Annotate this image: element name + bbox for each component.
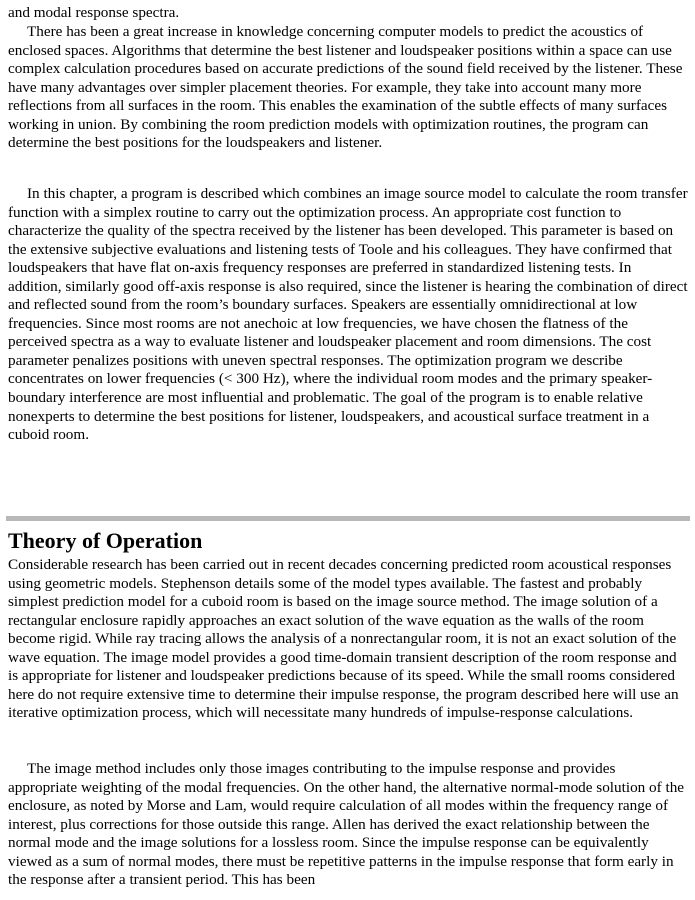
section-paragraph-2: The image method includes only those images contributing to the impulse response and provides appropriate weighting of the modal frequencies. On the other hand, the alternative normal-mode solution of the enclosure, as noted by Morse and Lam, would require calculation of all modes within the frequency range of interest, plus corrections for those outside this range. Allen has derived the exact relationship between the normal mode and the image solutions for a lossless room. Since the impulse response can be equivalently viewed as a sum of normal modes, there must be repetitive patterns in the impulse response that form early in the response after a transient period. This has been: [8, 760, 685, 889]
section-paragraph-1: Considerable research has been carried out in recent decades concerning predicted room acoustical responses using geometric models. Stephenson details some of the model types available. The fastest and probably simplest prediction model for a cuboid room is based on the image source method. The image solution of a rectangular enclosure rapidly approaches an exact solution of the wave equation as the walls of the room become rigid. While ray tracing allows the analysis of a nonrectangular room, it is not an exact solution of the wave equation. The image model provides a good time-domain transient description of the room response and is appropriate for listener and loudspeaker predictions because of its speed. While the small rooms considered here do not require extensive time to determine their impulse response, the program described here will use an iterative optimization process, which will necessitate many hundreds of impulse-response calculations.: [8, 556, 679, 722]
intro-paragraph-1: There has been a great increase in knowledge concerning computer models to predict the acoustics of enclosed spaces. Algorithms that determine the best listener and loudspeaker positions within a space can use complex calculation procedures based on accurate predictions of the sound field received by the listener. These have many advantages over simpler placement theories. For example, they take into account many more reflections from all surfaces in the room. This enables the examination of the subtle effects of many surfaces working in union. By combining the room prediction models with optimization routines, the program can determine the best positions for the loudspeakers and listener.: [8, 23, 683, 152]
section-divider: [6, 516, 690, 521]
intro-paragraph-2: In this chapter, a program is described which combines an image source model to calculate the room transfer function with a simplex routine to carry out the optimization process. An appropriate cost function to characterize the quality of the spectra received by the listener has been developed. This parameter is based on the extensive subjective evaluations and listening tests of Toole and his colleagues. They have confirmed that loudspeakers that have flat on-axis frequency responses are preferred in standardized listening tests. In addition, similarly good off-axis response is also required, since the listener is hearing the combination of direct and reflected sound from the room’s boundary surfaces. Speakers are essentially omnidirectional at low frequencies. Since most rooms are not anechoic at low frequencies, we have chosen the flatness of the perceived spectra as a way to evaluate listener and loudspeaker placement and room dimensions. The cost parameter penalizes positions with uneven spectral responses. The optimization program we describe concentrates on lower frequencies (< 300 Hz), where the individual room modes and the primary speaker-boundary interference are most influential and problematic. The goal of the program is to enable relative nonexperts to determine the best positions for listener, loudspeakers, and acoustical surface treatment in a cuboid room.: [8, 185, 688, 444]
intro-fragment: and modal response spectra.: [8, 4, 180, 21]
section-heading: Theory of Operation: [8, 528, 203, 553]
